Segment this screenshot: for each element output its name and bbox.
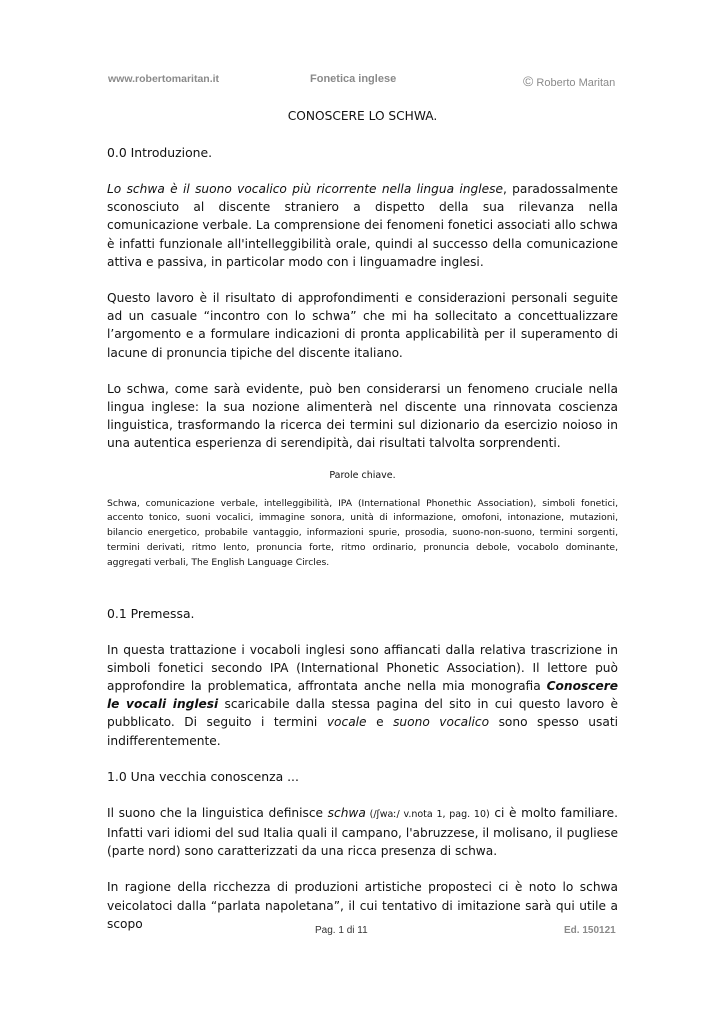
- page-content: [107, 104, 618, 933]
- term-suono-vocalico: suono vocalico: [393, 715, 490, 730]
- monograph-link[interactable]: Conoscere le vocali inglesi: [107, 679, 618, 712]
- header-site: www.robertomaritan.it: [108, 73, 220, 85]
- intro-paragraph-1: [107, 180, 618, 271]
- page-title: CONOSCERE LO SCHWA.: [287, 109, 438, 123]
- intro-paragraph-3: Lo schwa, come sarà evidente, può ben considerarsi un fenomeno cruciale nella lingua inglese: la sua nozione alimenterà nel discente una rinnovata coscienza linguistica, trasformando la ricerca dei termini sul dizionario da esercizio noioso in una autentica esperienza di serendipità, dai risultati talvolta sorprendenti.: [107, 381, 618, 451]
- header-author: [523, 73, 615, 89]
- author-name: Roberto Maritan: [536, 77, 616, 89]
- premessa-text-3: sono spesso usati indifferentemente.: [107, 715, 619, 748]
- vecchia-text-1: Il suono che la linguistica definisce: [107, 805, 328, 820]
- premessa-and: e: [366, 715, 394, 730]
- intro-heading: 0.0 Introduzione.: [107, 145, 213, 160]
- keywords-title: Parole chiave.: [329, 469, 396, 481]
- premessa-paragraph: [107, 641, 618, 750]
- intro-paragraph-2: Questo lavoro è il risultato di approfondimenti e considerazioni personali seguite ad un casuale “incontro con lo schwa” che mi ha sollecitato a concettualizzare l’argomento e a formulare indicazioni di pronta applicabilità per il superamento di lacune di pronuncia tipiche del discente italiano.: [107, 291, 618, 360]
- premessa-heading-text: 0.1 Premessa: [107, 605, 191, 621]
- vecchia-paragraph-1: [107, 804, 618, 861]
- term-schwa: schwa: [327, 805, 366, 820]
- intro-rest: , paradossalmente sconosciuto al discente straniero a dispetto della sua rilevanza nella comunicazione verbale. La comprensione dei fenomeni fonetici associati allo schwa è infatti funzionale all'intelleggibilità orale, quindi al successo della comunicazione attiva e passiva, in particolar modo con i linguamadre inglesi.: [107, 182, 618, 269]
- header-topic: Fonetica inglese: [310, 73, 397, 85]
- page-number: Pag. 1 di 11: [315, 925, 368, 936]
- vecchia-text-2: ci è molto familiare. Infatti vari idiomi del sud Italia quali il campano, l'abruzzese, il molisano, il pugliese (parte nord) sono caratterizzati da una ricca presenza di schwa.: [107, 805, 619, 859]
- vecchia-paragraph-2: In ragione della ricchezza di produzioni artistiche proposteci ci è noto lo schwa veicolatoci dalla “parlata napoletana”, il cui tentativo di imitazione sarà qui utile a scopo: [107, 880, 618, 931]
- premessa-heading: [107, 605, 618, 623]
- keywords-list: Schwa, comunicazione verbale, intelleggibilità, IPA (International Phonethic Association), simboli fonetici, accento tonico, suoni vocalici, immagine sonora, unità di informazione, omofoni, intonazione, mutazioni, bilancio energetico, probabile vantaggio, informazioni spurie, prosodia, suono-non-suono, termini sorgenti, termini derivati, ritmo lento, pronuncia forte, ritmo ordinario, pronuncia debole, vocabolo dominante, aggregati verbali, The English Language Circles.: [107, 497, 618, 568]
- term-vocale: vocale: [326, 715, 367, 730]
- edition: Ed. 150121: [564, 925, 616, 936]
- copyright-symbol: ©: [523, 73, 534, 89]
- vecchia-heading: 1.0 Una vecchia conoscenza ...: [107, 768, 299, 784]
- premessa-text-1: In questa trattazione i vocaboli inglesi sono affiancati dalla relativa trascrizione in simboli fonetici secondo IPA (International Phonetic Association). Il lettore può approfondire la problematica, affrontata anche nella mia monografia: [107, 642, 618, 694]
- premessa-text-2: scaricabile dalla stessa pagina del sito in cui questo lavoro è pubblicato. Di seguito i termini: [107, 697, 618, 730]
- premessa-heading-dot: .: [190, 605, 195, 621]
- schwa-ipa-note: (/ʃwaː/ v.nota 1, pag. 10): [365, 808, 490, 820]
- intro-lead: Lo schwa è il suono vocalico più ricorrente nella lingua inglese: [107, 182, 503, 196]
